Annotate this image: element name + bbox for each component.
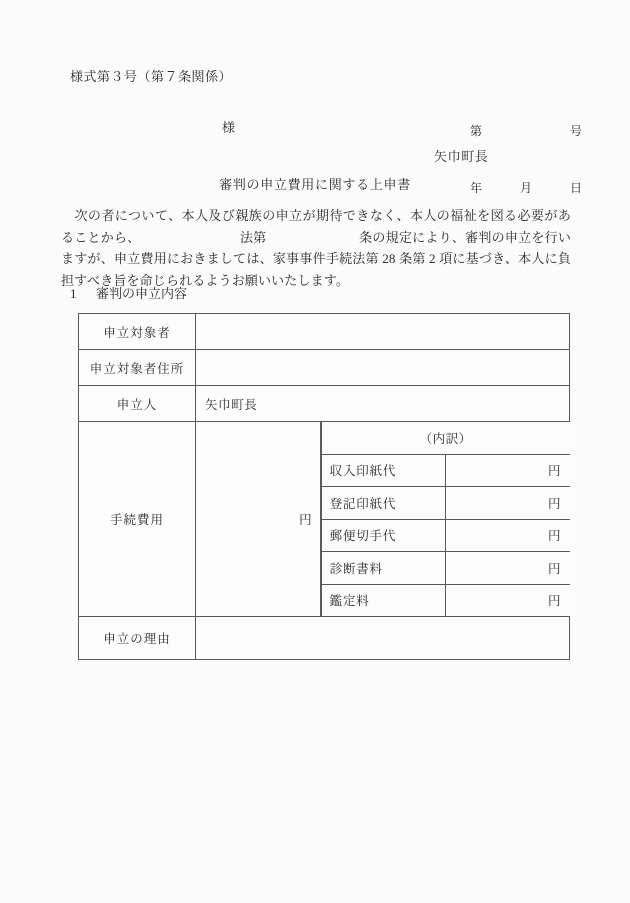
section-title: 審判の申立内容 [96,286,188,301]
row-label-procedure-fee: 手続費用 [79,422,196,617]
breakdown-value-revenue-stamp[interactable]: 円 [445,454,569,487]
row-value-target-person[interactable] [196,314,570,350]
breakdown-row [321,454,569,487]
breakdown-value-postage-stamp[interactable]: 円 [445,519,569,552]
breakdown-row [321,584,569,616]
fee-breakdown-table [321,422,570,616]
document-date-line: 年 月 日 [470,181,583,195]
breakdown-header-row [321,422,569,454]
breakdown-header-label: （内訳） [321,422,569,454]
row-value-target-address[interactable] [196,350,570,386]
procedure-fee-total-unit: 円 [299,513,312,527]
document-title: 審判の申立費用に関する上申書 [219,177,411,192]
row-value-application-reason[interactable] [196,617,570,660]
body-paragraph: 次の者について、本人及び親族の申立が期待できなく、本人の福祉を図る必要があることから、 法第 条の規定により、審判の申立を行いますが、申立費用におきましては、家事事件手続法第 28 条第 2 項に基づき、本人に負担すべき旨を命じられるようお願いいたします。 [61,208,571,288]
breakdown-label-medical-certificate: 診断書料 [321,552,445,585]
row-label-target-person: 申立対象者 [79,314,196,350]
row-label-target-address: 申立対象者住所 [79,350,196,386]
table-row [79,617,570,660]
breakdown-value-registration-stamp[interactable]: 円 [445,487,569,520]
table-row [79,314,570,350]
section-number: 1 [70,286,77,301]
row-value-applicant[interactable]: 矢巾町長 [196,386,570,422]
section-heading [70,283,187,302]
addressee-honorific: 様 [222,120,236,135]
table-row [79,386,570,422]
breakdown-row [321,552,569,585]
row-label-application-reason: 申立の理由 [79,617,196,660]
issuer-name: 矢巾町長 [434,149,489,164]
row-value-procedure-fee-total[interactable] [196,422,321,617]
table-row-procedure-fee [79,422,570,617]
breakdown-label-registration-stamp: 登記印紙代 [321,487,445,520]
breakdown-row [321,487,569,520]
breakdown-value-medical-certificate[interactable]: 円 [445,552,569,585]
row-label-applicant: 申立人 [79,386,196,422]
fee-breakdown-container [320,422,569,617]
breakdown-row [321,519,569,552]
application-details-table [78,313,570,660]
breakdown-label-appraisal: 鑑定料 [321,584,445,616]
form-code-label: 様式第３号（第７条関係） [70,69,233,84]
breakdown-value-appraisal[interactable]: 円 [445,584,569,616]
table-row [79,350,570,386]
breakdown-label-revenue-stamp: 収入印紙代 [321,454,445,487]
document-number-line: 第 号 [470,124,583,138]
breakdown-label-postage-stamp: 郵便切手代 [321,519,445,552]
